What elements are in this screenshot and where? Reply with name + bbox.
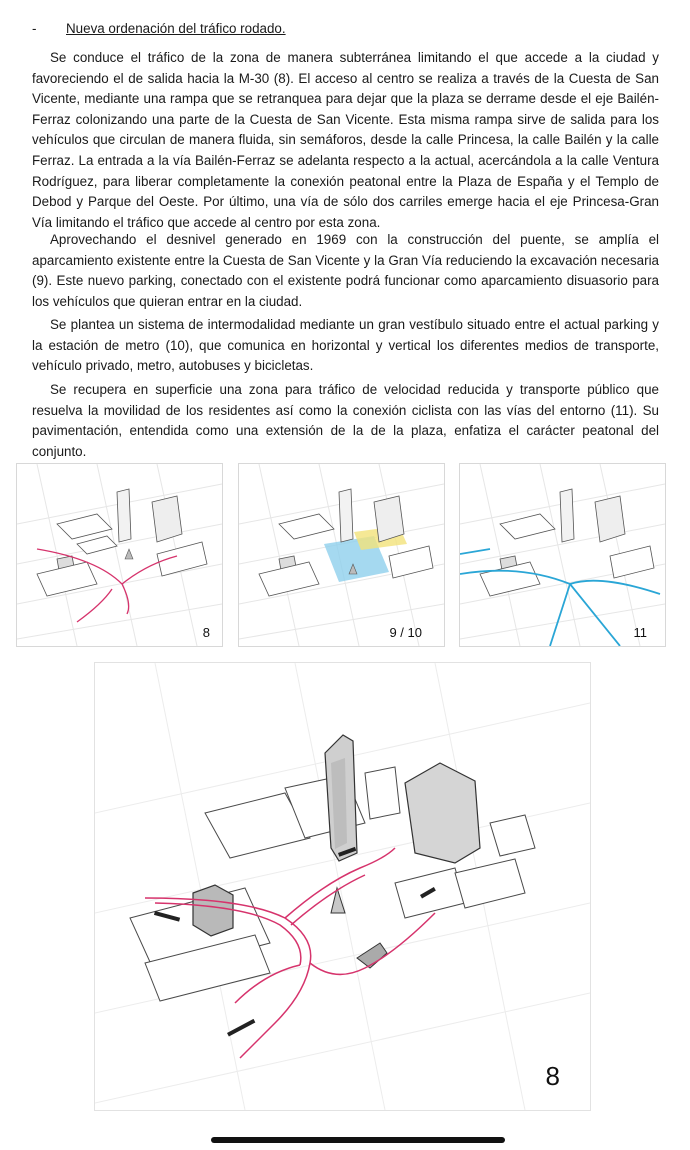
home-indicator[interactable] bbox=[211, 1137, 505, 1143]
axonometric-diagram-cycling bbox=[460, 464, 665, 646]
figure-label: 8 bbox=[202, 625, 210, 640]
figure-small-11 bbox=[459, 463, 666, 647]
axonometric-diagram-parking bbox=[239, 464, 444, 646]
heading-title: Nueva ordenación del tráfico rodado. bbox=[66, 21, 286, 36]
figure-large-8 bbox=[94, 662, 591, 1111]
figure-label: 9 / 10 bbox=[389, 625, 422, 640]
section-heading bbox=[32, 20, 286, 38]
figure-label: 11 bbox=[633, 625, 647, 640]
paragraph-parking: Aprovechando el desnivel generado en 1969 con la construcción del puente, se amplía el aparcamiento existente entre la Cuesta de San Vicente y la Gran Vía reduciendo la excavación necesaria (9). Este nuevo parking, conectado con el existente podrá funcionar como aparcamiento disuasorio para los vehículos que quieran entrar en la ciudad. bbox=[32, 232, 659, 309]
paragraph-intermodality: Se plantea un sistema de intermodalidad mediante un gran vestíbulo situado entre el actual parking y la estación de metro (10), que comunica en horizontal y vertical los diferentes medios de transporte, vehículo privado, metro, autobuses y bicicletas. bbox=[32, 317, 659, 374]
paragraph-traffic: Se conduce el tráfico de la zona de manera subterránea limitando el que accede a la ciudad y favoreciendo el de salida hacia la M-30 (8). El acceso al centro se realiza a través de la Cuesta de San Vicente, mediante una rampa que se retranquea para dejar que la plaza se derrame desde el eje Bailén-Ferraz colonizando una parte de la Cuesta de San Vicente. Esta misma rampa sirve de salida para los vehículos que circulan de manera fluida, sin semáforos, desde la calle Princesa, la calle Bailén y la calle Ferraz. La entrada a la vía Bailén-Ferraz se adelanta respecto a la actual, acercándola a la calle Ventura Rodríguez, para liberar completamente la conexión peatonal entre la Plaza de España y el Templo de Debod y Parque del Oeste. Por último, una vía de sólo dos carriles emerge hacia el eje Princesa-Gran Vía limitando el tráfico que accede al centro por esta zona. bbox=[32, 50, 659, 230]
axonometric-diagram-traffic-large bbox=[95, 663, 590, 1110]
figure-small-9-10 bbox=[238, 463, 445, 647]
figure-small-8 bbox=[16, 463, 223, 647]
heading-bullet: - bbox=[32, 21, 37, 36]
paragraph-surface: Se recupera en superficie una zona para tráfico de velocidad reducida y transporte público que resuelva la movilidad de los residentes así como la conexión ciclista con las vías del entorno (11). Su pavimentación, entendida como una extensión de la de la plaza, enfatiza el carácter peatonal del conjunto. bbox=[32, 382, 659, 459]
axonometric-diagram-traffic bbox=[17, 464, 222, 646]
figure-label-large: 8 bbox=[545, 1061, 560, 1091]
